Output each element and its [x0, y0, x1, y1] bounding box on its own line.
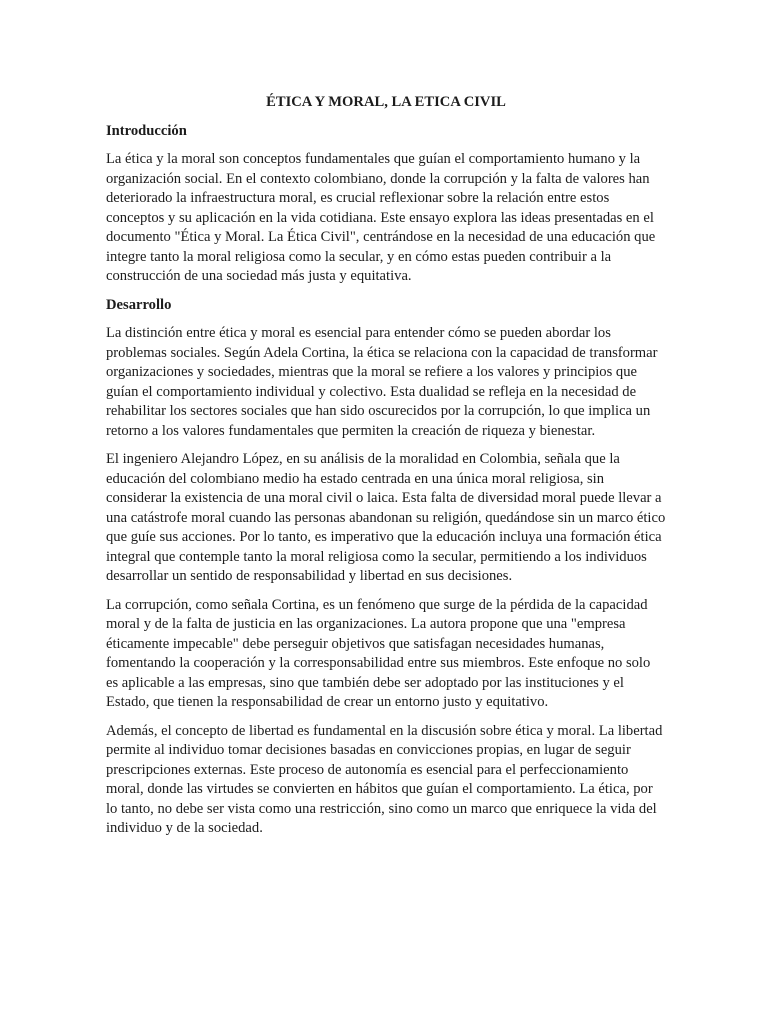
paragraph-desarrollo-4: Además, el concepto de libertad es fundamental en la discusión sobre ética y moral. La libertad permite al individuo tomar decisiones basadas en convicciones propias, en lugar de seguir prescripciones externas. Este proceso de autonomía es esencial para el perfeccionamiento moral, donde las virtudes se convierten en hábitos que guían el comportamiento. La ética, por lo tanto, no debe ser vista como una restricción, sino como un marco que enriquece la vida del individuo y de la sociedad.: [106, 722, 663, 836]
paragraph-desarrollo-2: El ingeniero Alejandro López, en su análisis de la moralidad en Colombia, señala que la educación del colombiano medio ha estado centrada en una única moral religiosa, sin considerar la existencia de una moral civil o laica. Esta falta de diversidad moral puede llevar a una catástrofe moral cuando las personas abandonan su religión, quedándose sin un marco ético que guíe sus acciones. Por lo tanto, es imperativo que la educación incluya una formación ética integral que contemple tanto la moral religiosa como la secular, permitiendo a los individuos desarrollar un sentido de responsabilidad y libertad en sus decisiones.: [106, 451, 666, 584]
section-introduccion: [106, 122, 666, 287]
document-page: [106, 93, 666, 848]
document-title: ÉTICA Y MORAL, LA ETICA CIVIL: [266, 94, 506, 110]
section-desarrollo: [106, 296, 666, 839]
section-heading-desarrollo: Desarrollo: [106, 296, 172, 313]
section-heading-introduccion: Introducción: [106, 122, 187, 139]
paragraph-desarrollo-3: La corrupción, como señala Cortina, es un fenómeno que surge de la pérdida de la capacidad moral y de la falta de justicia en las organizaciones. La autora propone que una "empresa éticamente impecable" debe perseguir objetivos que satisfagan necesidades humanas, fomentando la cooperación y la corresponsabilidad entre sus miembros. Este enfoque no solo es aplicable a las empresas, sino que también debe ser adoptado por las instituciones y el Estado, que tienen la responsabilidad de crear un entorno justo y equitativo.: [106, 596, 651, 710]
paragraph-desarrollo-1: La distinción entre ética y moral es esencial para entender cómo se pueden abordar los problemas sociales. Según Adela Cortina, la ética se relaciona con la capacidad de transformar organizaciones y sociedades, mientras que la moral se refiere a los valores y principios que guían el comportamiento individual y colectivo. Esta dualidad se refleja en la necesidad de rehabilitar los sectores sociales que han sido oscurecidos por la corrupción, lo que implica un retorno a los valores fundamentales que permiten la creación de riqueza y bienestar.: [106, 325, 658, 439]
paragraph-intro-1: La ética y la moral son conceptos fundamentales que guían el comportamiento humano y la organización social. En el contexto colombiano, donde la corrupción y la falta de valores han deteriorado la infraestructura moral, es crucial reflexionar sobre la relación entre estos conceptos y su aplicación en la vida cotidiana. Este ensayo explora las ideas presentadas en el documento "Ética y Moral. La Ética Civil", centrándose en la necesidad de una educación que integre tanto la moral religiosa como la secular, y en cómo estas pueden contribuir a la construcción de una sociedad más justa y equitativa.: [106, 151, 656, 284]
